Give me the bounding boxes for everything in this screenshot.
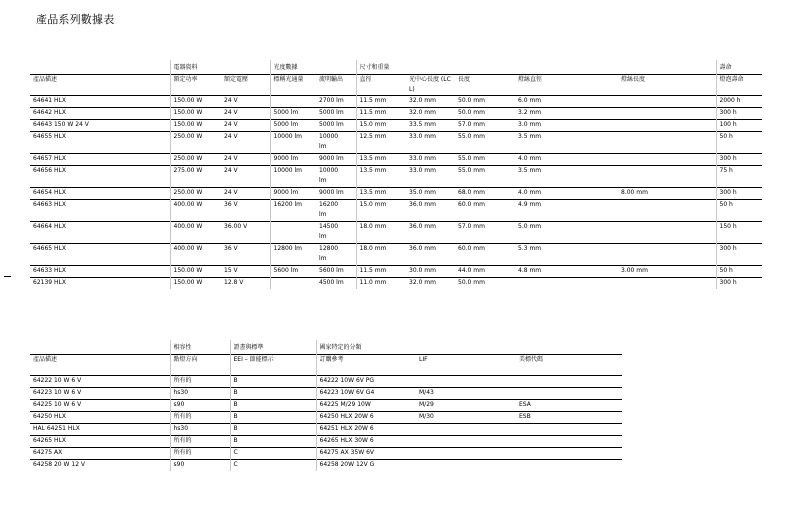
- table-row: [30, 448, 622, 460]
- table-cell: 64250 HLX: [30, 412, 170, 424]
- group-header-cell: 尺寸和重量: [356, 60, 406, 75]
- table-cell: 32.0 mm: [406, 278, 455, 290]
- table-cell: 5600 lm: [270, 266, 316, 278]
- table-cell: 64275 AX 35W 6V: [316, 448, 416, 460]
- table-cell: 64222 10W 6V PG: [316, 376, 416, 388]
- table-cell: B: [230, 412, 316, 424]
- table-cell: 8.00 mm: [618, 188, 716, 200]
- column-header: 額定功率: [170, 75, 221, 96]
- table-cell: 64655 HLX: [30, 132, 170, 154]
- table-cell: 18.0 mm: [356, 222, 406, 244]
- table-cell: 275.00 W: [170, 166, 221, 188]
- table-cell: 300 h: [716, 154, 762, 166]
- table-cell: 2000 h: [716, 96, 762, 108]
- column-header: 燈絲直徑: [515, 75, 618, 96]
- group-header-cell: [406, 60, 455, 75]
- table-cell: B: [230, 436, 316, 448]
- table-cell: 64643 150 W 24 V: [30, 120, 170, 132]
- table-cell: 36.0 mm: [406, 222, 455, 244]
- table-cell: C: [230, 448, 316, 460]
- table-cell: 12800 lm: [316, 244, 356, 266]
- table-cell: 50 h: [716, 266, 762, 278]
- column-header: 燈泡壽命: [716, 75, 762, 96]
- table-cell: 36 V: [221, 244, 270, 266]
- table-cell: 64258 20W 12V G: [316, 460, 416, 472]
- table-cell: 2700 lm: [316, 96, 356, 108]
- column-header: 直徑: [356, 75, 406, 96]
- table-cell: 57.0 mm: [455, 222, 515, 244]
- table-cell: 11.5 mm: [356, 108, 406, 120]
- group-header-row: [30, 60, 762, 75]
- table-cell: 3.00 mm: [618, 266, 716, 278]
- table-cell: 36.0 mm: [406, 200, 455, 222]
- group-header-cell: 光度數據: [270, 60, 316, 75]
- table-cell: [618, 132, 716, 154]
- compatibility-table: [30, 340, 622, 471]
- table-cell: 24 V: [221, 166, 270, 188]
- table-cell: 150.00 W: [170, 120, 221, 132]
- table-cell: hs30: [170, 424, 230, 436]
- table-cell: 64265 HLX 30W 6: [316, 436, 416, 448]
- table-cell: 24 V: [221, 96, 270, 108]
- table-cell: 4.0 mm: [515, 154, 618, 166]
- table-cell: [618, 120, 716, 132]
- table-cell: 4.9 mm: [515, 200, 618, 222]
- table-cell: [416, 376, 516, 388]
- table-row: [30, 376, 622, 388]
- table-cell: 所有的: [170, 448, 230, 460]
- table-cell: 35.0 mm: [406, 188, 455, 200]
- group-header-cell: 證書與標準: [230, 340, 316, 355]
- table-cell: 55.0 mm: [455, 166, 515, 188]
- table-cell: 300 h: [716, 278, 762, 290]
- table-cell: 64657 HLX: [30, 154, 170, 166]
- table-cell: 24 V: [221, 120, 270, 132]
- table-cell: 3.5 mm: [515, 132, 618, 154]
- table-row: [30, 460, 622, 472]
- table-cell: 64258 20 W 12 V: [30, 460, 170, 472]
- table-cell: [618, 154, 716, 166]
- group-header-row: [30, 340, 622, 355]
- table-cell: 4.8 mm: [515, 266, 618, 278]
- table-cell: 64654 HLX: [30, 188, 170, 200]
- table-cell: M/43: [416, 388, 516, 400]
- table-cell: 64251 HLX 20W 6: [316, 424, 416, 436]
- table-cell: 6.0 mm: [515, 96, 618, 108]
- table-cell: 150.00 W: [170, 266, 221, 278]
- table-row: [30, 436, 622, 448]
- table-cell: 3.5 mm: [515, 166, 618, 188]
- table-cell: 10000 lm: [316, 166, 356, 188]
- table-cell: 64223 10W 6V G4: [316, 388, 416, 400]
- column-header: 長度: [455, 75, 515, 96]
- group-header-cell: [455, 60, 515, 75]
- table-cell: 250.00 W: [170, 188, 221, 200]
- table-cell: 12.8 V: [221, 278, 270, 290]
- table-cell: [618, 244, 716, 266]
- table-cell: 44.0 mm: [455, 266, 515, 278]
- table-row: [30, 278, 762, 290]
- table-cell: 150.00 W: [170, 278, 221, 290]
- table-cell: M/30: [416, 412, 516, 424]
- table-cell: 24 V: [221, 188, 270, 200]
- table-cell: 5000 lm: [270, 108, 316, 120]
- table-cell: 5000 lm: [270, 120, 316, 132]
- table-cell: 24 V: [221, 154, 270, 166]
- group-header-cell: [30, 60, 170, 75]
- group-header-cell: 電器資料: [170, 60, 221, 75]
- table-cell: 68.0 mm: [455, 188, 515, 200]
- table-cell: 30.0 mm: [406, 266, 455, 278]
- table-cell: [416, 424, 516, 436]
- table-cell: 5600 lm: [316, 266, 356, 278]
- table-cell: 3.0 mm: [515, 120, 618, 132]
- table-cell: 250.00 W: [170, 132, 221, 154]
- table-cell: 64223 10 W 6 V: [30, 388, 170, 400]
- table-cell: 10000 lm: [316, 132, 356, 154]
- column-header: 點燈方向: [170, 355, 230, 376]
- group-header-cell: [316, 60, 356, 75]
- table-cell: 400.00 W: [170, 200, 221, 222]
- table-cell: 55.0 mm: [455, 132, 515, 154]
- table-cell: 5.3 mm: [515, 244, 618, 266]
- table-cell: 33.0 mm: [406, 154, 455, 166]
- column-header-row: [30, 355, 622, 376]
- table-cell: 50 h: [716, 200, 762, 222]
- table-cell: [516, 448, 622, 460]
- table-cell: 所有的: [170, 412, 230, 424]
- table-cell: 24 V: [221, 108, 270, 120]
- table-cell: [618, 108, 716, 120]
- table-row: [30, 222, 762, 244]
- table-cell: s90: [170, 460, 230, 472]
- table-cell: 4500 lm: [316, 278, 356, 290]
- table-cell: 5.0 mm: [515, 222, 618, 244]
- table-cell: 300 h: [716, 244, 762, 266]
- table-cell: 64633 HLX: [30, 266, 170, 278]
- table-cell: 55.0 mm: [455, 154, 515, 166]
- table-cell: 10000 lm: [270, 166, 316, 188]
- table-cell: 60.0 mm: [455, 200, 515, 222]
- table-cell: [516, 424, 622, 436]
- table-cell: 300 h: [716, 108, 762, 120]
- table-cell: B: [230, 424, 316, 436]
- table-cell: 5000 lm: [316, 120, 356, 132]
- table-cell: 64665 HLX: [30, 244, 170, 266]
- table-cell: [516, 388, 622, 400]
- table-cell: 10000 lm: [270, 132, 316, 154]
- table-row: [30, 266, 762, 278]
- table-row: [30, 108, 762, 120]
- table-cell: [270, 96, 316, 108]
- table-cell: 64664 HLX: [30, 222, 170, 244]
- table-cell: [416, 436, 516, 448]
- table-cell: 75 h: [716, 166, 762, 188]
- table-cell: [516, 436, 622, 448]
- table-cell: 所有的: [170, 376, 230, 388]
- table-cell: 57.0 mm: [455, 120, 515, 132]
- table-cell: 36.00 V: [221, 222, 270, 244]
- table-cell: 50.0 mm: [455, 96, 515, 108]
- table-cell: 15.0 mm: [356, 200, 406, 222]
- table-row: [30, 132, 762, 154]
- table-cell: 4.0 mm: [515, 188, 618, 200]
- table-cell: 64641 HLX: [30, 96, 170, 108]
- table-cell: 14500 lm: [316, 222, 356, 244]
- column-header: 美標代碼: [516, 355, 622, 376]
- group-header-cell: 國家特定的分類: [316, 340, 416, 355]
- table-row: [30, 412, 622, 424]
- spec-table-head: [30, 60, 762, 96]
- column-header: 流明輸出: [316, 75, 356, 96]
- group-header-cell: 相容性: [170, 340, 230, 355]
- table-cell: 9000 lm: [316, 188, 356, 200]
- table-row: [30, 424, 622, 436]
- table-cell: 50.0 mm: [455, 278, 515, 290]
- table-cell: ESB: [516, 412, 622, 424]
- table-cell: 3.2 mm: [515, 108, 618, 120]
- table-cell: 150 h: [716, 222, 762, 244]
- table-cell: HAL 64251 HLX: [30, 424, 170, 436]
- table-cell: 32.0 mm: [406, 108, 455, 120]
- table-cell: 33.0 mm: [406, 132, 455, 154]
- table-cell: 400.00 W: [170, 244, 221, 266]
- page-title: 產品系列數據表: [36, 13, 115, 26]
- table-cell: [618, 166, 716, 188]
- table-cell: 13.5 mm: [356, 188, 406, 200]
- group-header-cell: [416, 340, 516, 355]
- table-cell: s90: [170, 400, 230, 412]
- table-cell: 64656 HLX: [30, 166, 170, 188]
- group-header-cell: [618, 60, 716, 75]
- column-header: 訂購參考: [316, 355, 416, 376]
- table-cell: 12.5 mm: [356, 132, 406, 154]
- table-cell: [618, 222, 716, 244]
- table-cell: 150.00 W: [170, 108, 221, 120]
- table-cell: hs30: [170, 388, 230, 400]
- table-cell: 9000 lm: [270, 154, 316, 166]
- table-cell: 64225 M/29 10W: [316, 400, 416, 412]
- table-cell: 36.0 mm: [406, 244, 455, 266]
- table-row: [30, 400, 622, 412]
- table-cell: 33.5 mm: [406, 120, 455, 132]
- table-cell: 300 h: [716, 188, 762, 200]
- table-cell: M/29: [416, 400, 516, 412]
- product-spec-table: [30, 60, 762, 289]
- table-cell: B: [230, 388, 316, 400]
- table-row: [30, 388, 622, 400]
- table-cell: [516, 460, 622, 472]
- table-cell: 50.0 mm: [455, 108, 515, 120]
- table-cell: [270, 222, 316, 244]
- table-cell: 12800 lm: [270, 244, 316, 266]
- table-cell: 64250 HLX 20W 6: [316, 412, 416, 424]
- column-header: 光中心長度 (LCL): [406, 75, 455, 96]
- group-header-cell: [515, 60, 618, 75]
- table-cell: 15 V: [221, 266, 270, 278]
- table-cell: [416, 460, 516, 472]
- table-cell: 所有的: [170, 436, 230, 448]
- table-cell: 15.0 mm: [356, 120, 406, 132]
- table-cell: 33.0 mm: [406, 166, 455, 188]
- table-cell: 32.0 mm: [406, 96, 455, 108]
- table-cell: 62139 HLX: [30, 278, 170, 290]
- table-cell: C: [230, 460, 316, 472]
- table-cell: 400.00 W: [170, 222, 221, 244]
- table-cell: 36 V: [221, 200, 270, 222]
- table-cell: 13.5 mm: [356, 166, 406, 188]
- table-cell: 16200 lm: [270, 200, 316, 222]
- table-cell: 9000 lm: [316, 154, 356, 166]
- table-cell: B: [230, 376, 316, 388]
- column-header: 燈絲長度: [618, 75, 716, 96]
- group-header-cell: [30, 340, 170, 355]
- group-header-cell: [516, 340, 622, 355]
- table-row: [30, 166, 762, 188]
- group-header-cell: 壽命: [716, 60, 762, 75]
- table-cell: 64265 HLX: [30, 436, 170, 448]
- column-header-row: [30, 75, 762, 96]
- table-cell: [618, 200, 716, 222]
- table-cell: 250.00 W: [170, 154, 221, 166]
- table-cell: 11.5 mm: [356, 96, 406, 108]
- table-cell: [270, 278, 316, 290]
- table-cell: 5000 lm: [316, 108, 356, 120]
- table-cell: B: [230, 400, 316, 412]
- table-row: [30, 188, 762, 200]
- table-cell: 11.0 mm: [356, 278, 406, 290]
- compat-table-body: [30, 376, 622, 472]
- column-header: EEI – 節能標示: [230, 355, 316, 376]
- table-cell: 64225 10 W 6 V: [30, 400, 170, 412]
- table-row: [30, 244, 762, 266]
- table-cell: 13.5 mm: [356, 154, 406, 166]
- column-header: 產品描述: [30, 355, 170, 376]
- column-header: LIF: [416, 355, 516, 376]
- table-cell: 9000 lm: [270, 188, 316, 200]
- table-cell: ESA: [516, 400, 622, 412]
- table-cell: 100 h: [716, 120, 762, 132]
- table-cell: [516, 376, 622, 388]
- table-cell: 64275 AX: [30, 448, 170, 460]
- table-cell: 16200 lm: [316, 200, 356, 222]
- table-row: [30, 154, 762, 166]
- spec-table-body: [30, 96, 762, 290]
- table-cell: 64642 HLX: [30, 108, 170, 120]
- table-cell: 11.5 mm: [356, 266, 406, 278]
- table-cell: 18.0 mm: [356, 244, 406, 266]
- table-cell: 24 V: [221, 132, 270, 154]
- group-header-cell: [221, 60, 270, 75]
- table-cell: 64222 10 W 6 V: [30, 376, 170, 388]
- table-row: [30, 120, 762, 132]
- table-cell: 64663 HLX: [30, 200, 170, 222]
- column-header: 產品描述: [30, 75, 170, 96]
- compat-table-head: [30, 340, 622, 376]
- margin-dash: [4, 276, 11, 277]
- table-cell: 150.00 W: [170, 96, 221, 108]
- table-cell: [618, 278, 716, 290]
- table-cell: [416, 448, 516, 460]
- column-header: 額定電壓: [221, 75, 270, 96]
- table-row: [30, 200, 762, 222]
- table-row: [30, 96, 762, 108]
- table-cell: [515, 278, 618, 290]
- table-cell: 50 h: [716, 132, 762, 154]
- table-cell: 60.0 mm: [455, 244, 515, 266]
- table-cell: [618, 96, 716, 108]
- column-header: 標稱光通量: [270, 75, 316, 96]
